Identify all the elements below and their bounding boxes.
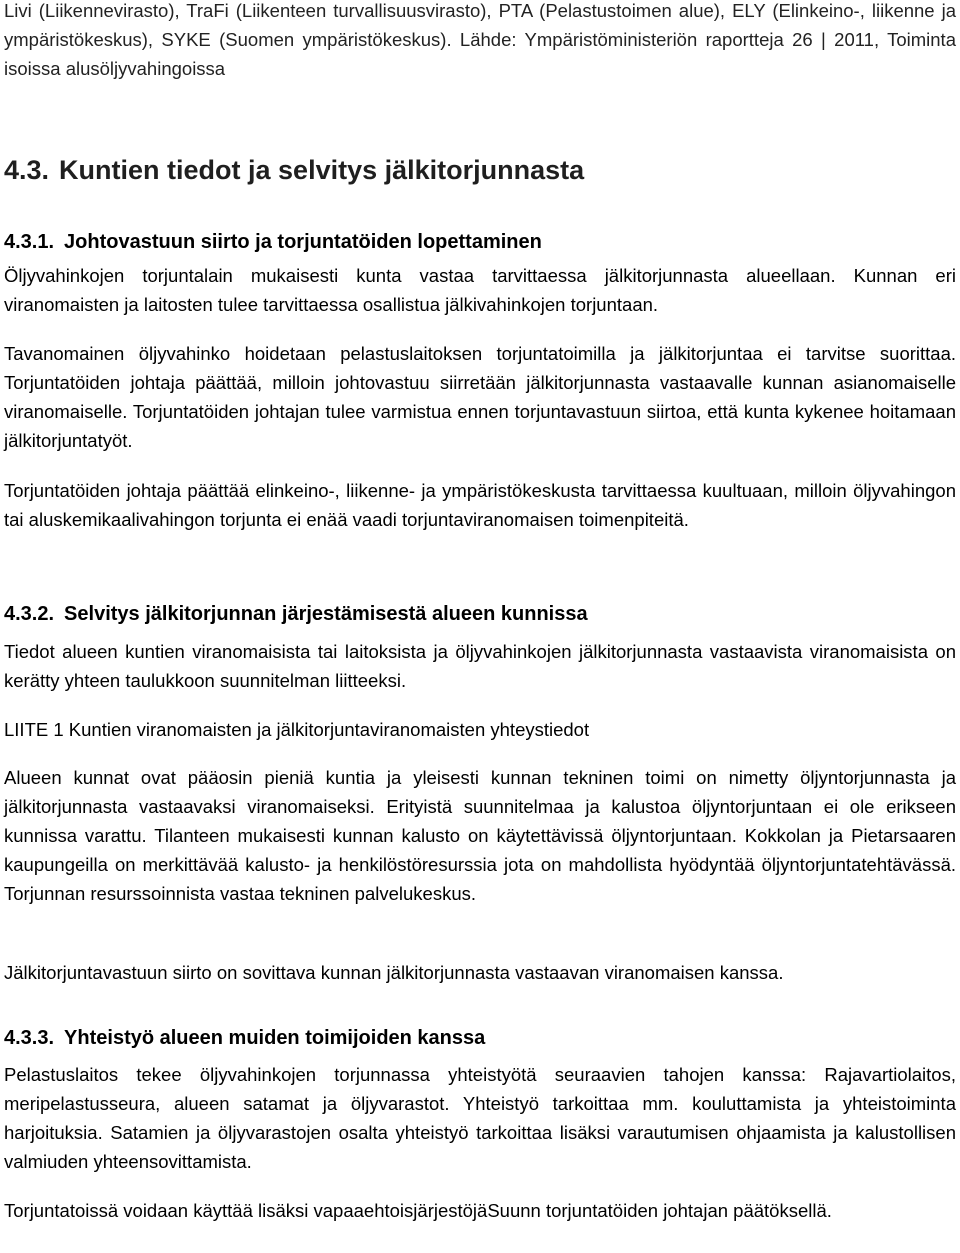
intro-paragraph: Livi (Liikennevirasto), TraFi (Liikenteen turvallisuusvirasto), PTA (Pelastustoimen alue), ELY (Elinkeino-, liikenne ja ympäristökeskus), SYKE (Suomen ympäristökeskus). Lähde: Ympäristöministeriön raportteja 26 | 2011, Toiminta isoissa alusöljyvahingoissa: [4, 0, 956, 79]
section-title: Yhteistyö alueen muiden toimijoiden kanssa: [64, 1027, 486, 1049]
section-title: Johtovastuun siirto ja torjuntatöiden lopettaminen: [64, 231, 542, 253]
paragraph: Torjuntatoissä voidaan käyttää lisäksi vapaaehtoisjärjestöjäSuunn torjuntatöiden johtajan päätöksellä.: [4, 1200, 832, 1221]
section-heading-4-3: [4, 154, 584, 186]
section-title: Selvitys jälkitorjunnan järjestämisestä alueen kunnissa: [64, 603, 588, 625]
section-heading-4-3-1: [4, 229, 542, 255]
paragraph: Tavanomainen öljyvahinko hoidetaan pelastuslaitoksen torjuntatoimilla ja jälkitorjuntaa ei tarvitse suorittaa. Torjuntatöiden johtaja päättää, milloin johtovastuu siirretään jälkitorjunnasta vastaavalle kunnan asianomaiselle viranomaiselle. Torjuntatöiden johtajan tulee varmistua ennen torjuntavastuun siirtoa, että kunta kykenee hoitamaan jälkitorjuntatyöt.: [4, 343, 956, 451]
paragraph: Torjuntatöiden johtaja päättää elinkeino-, liikenne- ja ympäristökeskusta tarvittaessa kuultuaan, milloin öljyvahingon tai aluskemikaalivahingon torjunta ei enää vaadi torjuntaviranomaisen toimenpiteitä.: [4, 480, 956, 530]
paragraph: Pelastuslaitos tekee öljyvahinkojen torjunnassa yhteistyötä seuraavien tahojen kanssa: Rajavartiolaitos, meripelastusseura, alueen satamat ja öljyvarastot. Yhteistyö tarkoittaa mm. kouluttamista ja yhteistoiminta harjoituksia. Satamien ja öljyvarastojen osalta yhteistyö tarkoittaa lisäksi varautumisen ohjaamista ja kalustollisen valmiuden yhteensovittamista.: [4, 1064, 956, 1172]
section-number: 4.3.2.: [4, 603, 55, 625]
section-number: 4.3.: [4, 155, 50, 185]
section-heading-4-3-3: [4, 1025, 485, 1051]
paragraph: Tiedot alueen kuntien viranomaisista tai laitoksista ja öljyvahinkojen jälkitorjunnasta vastaavista viranomaisista on kerätty yhteen taulukkoon suunnitelman liitteeksi.: [4, 641, 956, 691]
section-number: 4.3.3.: [4, 1027, 55, 1049]
section-title: Kuntien tiedot ja selvitys jälkitorjunnasta: [59, 155, 585, 185]
paragraph: Alueen kunnat ovat pääosin pieniä kuntia ja yleisesti kunnan tekninen toimi on nimetty öljyntorjunnasta ja jälkitorjunnasta vastaavaksi viranomaiseksi. Erityistä suunnitelmaa ja kalustoa öljyntorjuntaan ei ole erikseen kunnissa varattu. Tilanteen mukaisesti kunnan kalusto on käytettävissä öljyntorjuntaan. Kokkolan ja Pietarsaaren kaupungeilla on merkittävää kalusto- ja henkilöstöresurssia jota on mahdollista hyödyntää öljyntorjuntatehtävässä. Torjunnan resurssoinnista vastaa tekninen palvelukeskus.: [4, 767, 956, 904]
paragraph: Öljyvahinkojen torjuntalain mukaisesti kunta vastaa tarvittaessa jälkitorjunnasta alueellaan. Kunnan eri viranomaisten ja laitosten tulee tarvittaessa osallistua jälkivahinkojen torjuntaan.: [4, 265, 956, 315]
section-heading-4-3-2: [4, 601, 588, 627]
paragraph: Jälkitorjuntavastuun siirto on sovittava kunnan jälkitorjunnasta vastaavan viranomaisen kanssa.: [4, 962, 784, 983]
section-number: 4.3.1.: [4, 231, 55, 253]
appendix-reference: LIITE 1 Kuntien viranomaisten ja jälkitorjuntaviranomaisten yhteystiedot: [4, 719, 590, 740]
